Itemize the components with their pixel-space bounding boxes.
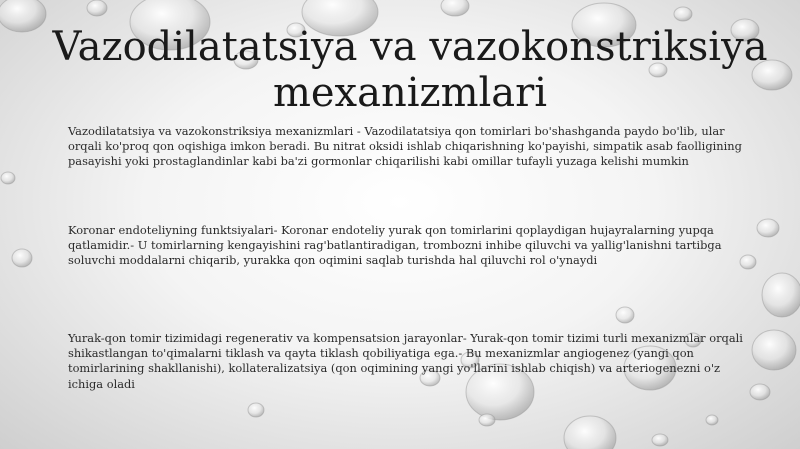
- slide-title: Vazodilatatsiya va vazokonstriksiya mexanizmlari: [52, 24, 768, 116]
- paragraph-vasodilation: Vazodilatatsiya va vazokonstriksiya mexanizmlari - Vazodilatatsiya qon tomirlari bo'shashganda paydo bo'lib, ular orqali ko'proq qon oqishiga imkon beradi. Bu nitrat oksidi ishlab chiqarishning ko'payishi, simpatik asab faolligining pasayishi yoki prostaglandinlar kabi ba'zi gormonlar chiqarilishi kabi omillar tufayli yuzaga kelishi mumkin: [68, 124, 742, 169]
- paragraph-regenerative-processes: Yurak-qon tomir tizimidagi regenerativ va kompensatsion jarayonlar- Yurak-qon tomir tizimi turli mexanizmlar orqali shikastlangan to'qimalarni tiklash va qayta tiklash qobiliyatiga ega.- Bu mexanizmlar angiogenez (yangi qon tomirlarining shakllanishi), kollateralizatsiya (qon oqimining yangi yo'llarini ishlab chiqish) va arteriogenezni o'z ichiga oladi: [68, 331, 743, 391]
- paragraph-coronary-endothelium: Koronar endoteliyning funktsiyalari- Koronar endoteliy yurak qon tomirlarini qoplaydigan hujayralarning yupqa qatlamidir.- U tomirlarning kengayishini rag'batlantiradigan, trombozni inhibe qiluvchi va yallig'lanishni tartibga soluvchi moddalarni chiqarib, yurakka qon oqimini saqlab turishda hal qiluvchi rol o'ynaydi: [68, 223, 722, 268]
